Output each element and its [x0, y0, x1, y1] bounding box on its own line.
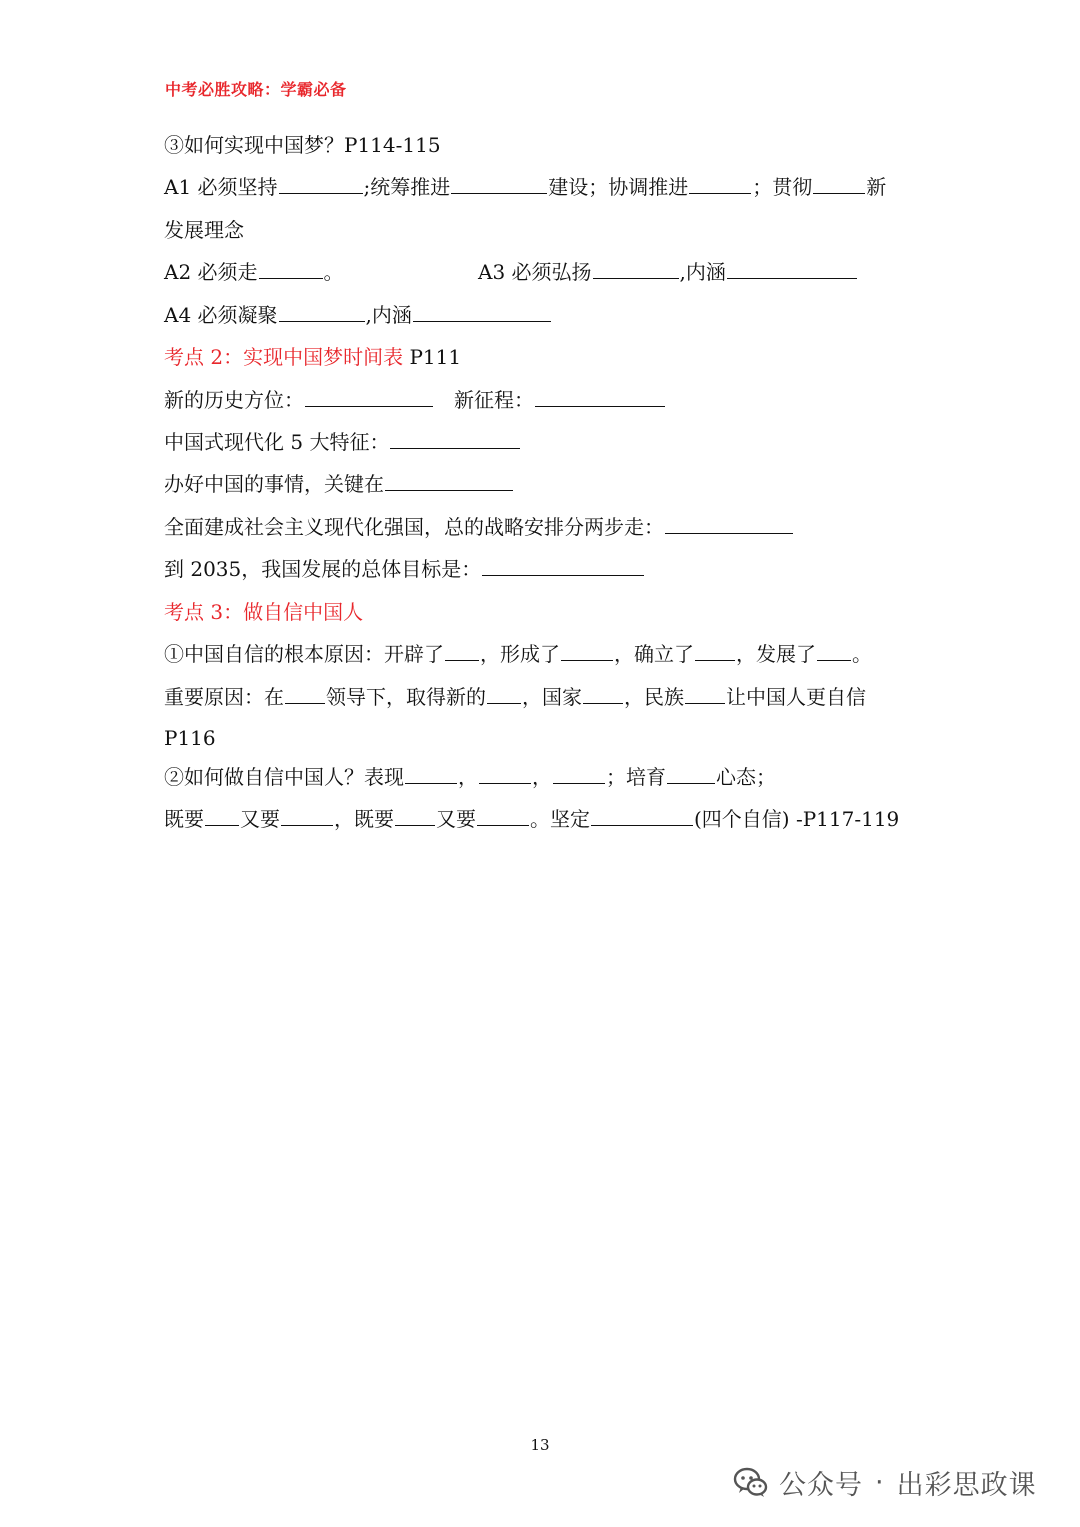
blank — [285, 683, 325, 704]
blank — [689, 173, 751, 194]
blank — [813, 173, 865, 194]
kp2-line-4: 全面建成社会主义现代化强国，总的战略安排分两步走： — [164, 513, 794, 541]
blank — [305, 386, 433, 407]
blank — [535, 386, 665, 407]
kp2-page-ref: P111 — [403, 345, 462, 369]
blank — [281, 805, 333, 826]
kp3-question-how: ②如何做自信中国人？表现 ， ， ；培育 心态； — [164, 765, 776, 789]
watermark-name: 出彩思政课 — [896, 1469, 1037, 1501]
answer-a2-line: A2 必须走 。 — [164, 260, 344, 284]
answer-a1-continuation: 发展理念 — [164, 218, 244, 242]
blank — [593, 258, 679, 279]
blank — [583, 683, 623, 704]
blank — [553, 763, 605, 784]
kp3-reason-important: 重要原因：在 领导下，取得新的 ，国家 ，民族 让中国人更自信 — [164, 685, 866, 709]
kp3-both-line: 既要 又要 ，既要 又要 。坚定 (四个自信) -P117-119 — [164, 807, 900, 831]
watermark-label: 公众号 — [779, 1469, 863, 1501]
kp2-title: 考点 2：实现中国梦时间表 — [164, 345, 404, 369]
kp3-reason-root: ①中国自信的根本原因：开辟了 ，形成了 ，确立了 ，发展了 。 — [164, 642, 872, 666]
blank — [591, 805, 693, 826]
blank — [477, 805, 529, 826]
blank — [279, 173, 363, 194]
blank — [279, 301, 365, 322]
watermark-separator: · — [875, 1466, 885, 1498]
question-3-title: ③如何实现中国梦？P114-115 — [164, 133, 441, 157]
blank — [561, 640, 613, 661]
blank — [395, 805, 435, 826]
page-number: 13 — [530, 1436, 550, 1454]
blank — [205, 805, 239, 826]
blank — [487, 683, 521, 704]
blank — [695, 640, 735, 661]
blank — [482, 555, 644, 576]
watermark — [733, 1462, 1037, 1502]
blank — [727, 258, 857, 279]
kp2-line-2: 中国式现代化 5 大特征： — [164, 428, 521, 456]
blank — [479, 763, 531, 784]
blank — [390, 428, 520, 449]
kp3-heading — [164, 598, 363, 626]
blank — [685, 683, 725, 704]
blank — [259, 258, 323, 279]
kp2-line-3: 办好中国的事情，关键在 — [164, 470, 514, 498]
blank — [385, 470, 513, 491]
blank — [405, 763, 457, 784]
blank — [667, 763, 715, 784]
kp3-reason-page-ref: P116 — [164, 726, 216, 750]
kp2-heading — [164, 343, 461, 371]
kp2-line-1: 新的历史方位： 新征程： — [164, 386, 666, 414]
wechat-icon — [733, 1466, 769, 1498]
blank — [817, 640, 851, 661]
blank — [451, 173, 547, 194]
answer-a4-line: A4 必须凝聚 ,内涵 — [164, 301, 552, 329]
kp2-line-5: 到 2035，我国发展的总体目标是： — [164, 555, 645, 583]
answer-a1-line: A1 必须坚持 ;统筹推进 建设；协调推进 ；贯彻 新 — [164, 175, 887, 199]
header-tag: 中考必胜攻略：学霸必备 — [165, 80, 347, 99]
blank — [445, 640, 479, 661]
kp3-title: 考点 3：做自信中国人 — [164, 600, 364, 624]
blank — [413, 301, 551, 322]
answer-a3-line: A3 必须弘扬 ,内涵 — [478, 258, 858, 286]
blank — [665, 513, 793, 534]
